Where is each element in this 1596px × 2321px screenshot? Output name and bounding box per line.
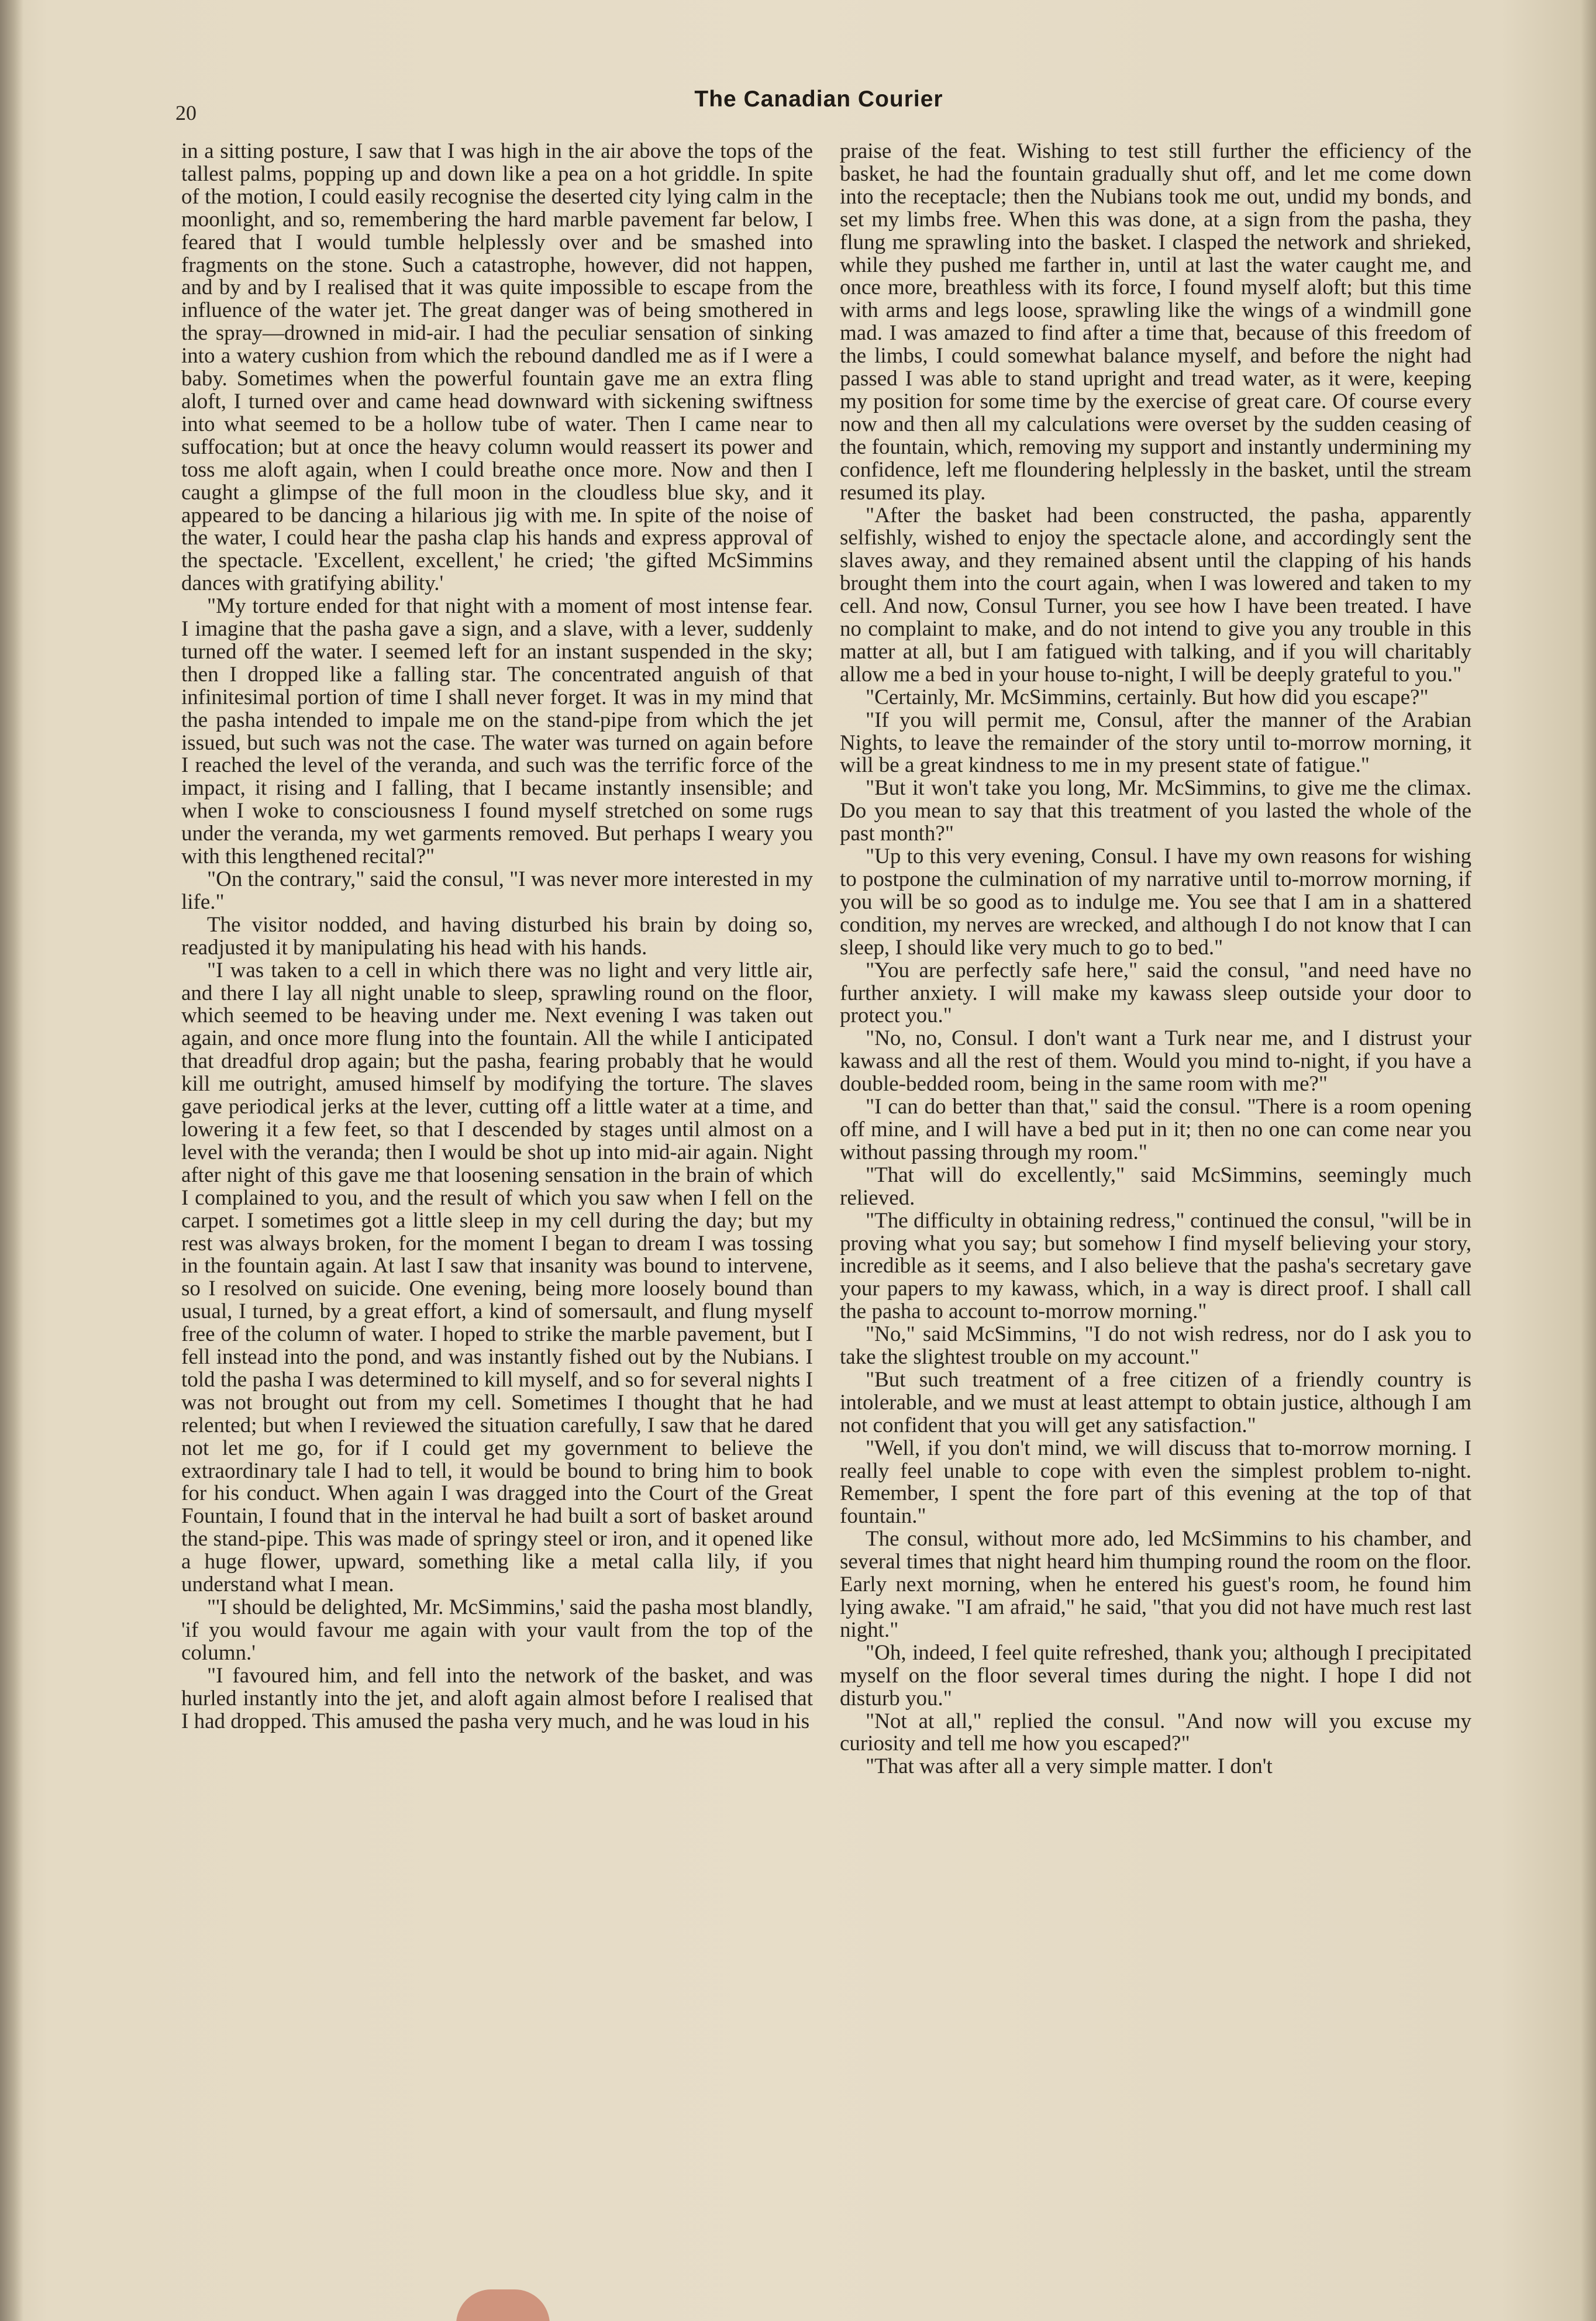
paragraph: The visitor nodded, and having disturbed his brain by doing so, readjusted it by manipulating his head with his hands. bbox=[181, 912, 813, 960]
paragraph: "Oh, indeed, I feel quite refreshed, thank you; although I precipitated myself on the floor several times during the night. I hope I did not disturb you." bbox=[840, 1640, 1471, 1710]
paragraph: "That will do excellently," said McSimmins, seemingly much relieved. bbox=[840, 1163, 1471, 1210]
paragraph: "That was after all a very simple matter. I don't bbox=[866, 1754, 1273, 1779]
paragraph: "My torture ended for that night with a moment of most intense fear. I imagine that the pasha gave a sign, and a slave, with a lever, suddenly turned off the water. I seemed left for an instant suspended in the sky; then I dropped like a falling star. The concentrated anguish of that infinitesimal portion of time I shall never forget. It was in my mind that the pasha intended to impale me on the stand-pipe from which the jet issued, but such was not the case. The water was turned on again before I reached the level of the veranda, and such was the terrific force of the impact, it rising and I falling, that I became instantly insensible; and when I woke to consciousness I found myself stretched on some rugs under the veranda, my wet garments removed. But perhaps I weary you with this lengthened recital?" bbox=[181, 594, 813, 869]
paragraph: praise of the feat. Wishing to test still further the efficiency of the basket, he had the fountain gradually shut off, and let me come down into the receptacle; then the Nubians took me out, undid my bonds, and set my limbs free. When this was done, at a sign from the pasha, they flung me sprawling into the basket. I clasped the network and shrieked, while they pushed me farther in, until at last the water caught me, and once more, breathless with its force, I found myself aloft; but this time with arms and legs loose, sprawling like the wings of a windmill gone mad. I was amazed to find after a time that, because of this freedom of the limbs, I could somewhat balance myself, and before the night had passed I was able to stand upright and tread water, as it were, keeping my position for some time by the exercise of great care. Of course every now and then all my calculations were overset by the sudden ceasing of the fountain, which, removing my support and instantly undermining my confidence, left me floundering helplessly in the basket, until the stream resumed its play. bbox=[840, 140, 1471, 505]
paragraph: "Up to this very evening, Consul. I have my own reasons for wishing to postpone the culmination of my narrative until to-morrow morning, if you will be so good as to indulge me. You see that I am in a shattered condition, my nerves are wrecked, and although I do not know that I can sleep, I should like very much to go to bed." bbox=[840, 844, 1471, 960]
paragraph: "You are perfectly safe here," said the consul, "and need have no further anxiety. I will make my kawass sleep outside your door to protect you." bbox=[840, 958, 1471, 1028]
page-number: 20 bbox=[175, 101, 197, 125]
paragraph: "No," said McSimmins, "I do not wish redress, nor do I ask you to take the slightest trouble on my account." bbox=[840, 1322, 1471, 1370]
paragraph: "After the basket had been constructed, the pasha, apparently selfishly, wished to enjoy the spectacle alone, and accordingly sent the slaves away, and they remained absent until the clapping of his hands brought them into the court again, when I was lowered and taken to my cell. And now, Consul Turner, you see how I have been treated. I have no complaint to make, and do not intend to give you any trouble in this matter at all, but I am fatigued with talking, and if you will charitably allow me a bed in your house to-night, I will be deeply grateful to you." bbox=[840, 503, 1471, 687]
paragraph: "No, no, Consul. I don't want a Turk near me, and I distrust your kawass and all the rest of them. Would you mind to-night, if you have a double-bedded room, being in the same room with me?" bbox=[840, 1026, 1471, 1096]
paragraph: in a sitting posture, I saw that I was high in the air above the tops of the tallest palms, popping up and down like a pea on a hot griddle. In spite of the motion, I could easily recognise the deserted city lying calm in the moonlight, and so, remembering the hard marble pavement far below, I feared that I would tumble helplessly over and be smashed into fragments on the stone. Such a catastrophe, however, did not happen, and by and by I realised that it was quite impossible to escape from the influence of the water jet. The great danger was of being smothered in the spray—drowned in mid-air. I had the peculiar sensation of sinking into a watery cushion from which the rebound dandled me as if I were a baby. Sometimes when the powerful fountain gave me an extra fling aloft, I turned over and came head downward with sickening swiftness into what seemed to be a hollow tube of water. Then I came near to suffocation; but at once the heavy column would reassert its power and toss me aloft again, when I could breathe once more. Now and then I caught a glimpse of the full moon in the cloudless blue sky, and it appeared to be dancing a hilarious jig with me. In spite of the noise of the water, I could hear the pasha clap his hands and express approval of the spectacle. 'Excellent, excellent,' he cried; 'the gifted McSimmins dances with gratifying ability.' bbox=[181, 140, 813, 596]
page-edge-shadow bbox=[1581, 0, 1596, 2321]
paragraph: The consul, without more ado, led McSimmins to his chamber, and several times that night heard him thumping round the room on the floor. Early next morning, when he entered his guest's room, he found him lying awake. "I am afraid," he said, "that you did not have much rest last night." bbox=[840, 1527, 1471, 1642]
paragraph: "On the contrary," said the consul, "I was never more interested in my life." bbox=[181, 867, 813, 914]
publication-title: The Canadian Courier bbox=[694, 87, 943, 112]
paragraph: "Certainly, Mr. McSimmins, certainly. But how did you escape?" bbox=[866, 685, 1429, 709]
paragraph: "If you will permit me, Consul, after the manner of the Arabian Nights, to leave the remainder of the story until to-morrow morning, it will be a great kindness to me in my present state of fatigue." bbox=[840, 708, 1471, 778]
paragraph: "I favoured him, and fell into the network of the basket, and was hurled instantly into the jet, and aloft again almost before I realised that I had dropped. This amused the pasha very much, and he was loud in his bbox=[181, 1663, 813, 1733]
paragraph: "'I should be delighted, Mr. McSimmins,' said the pasha most blandly, 'if you would favour me again with your vault from the top of the column.' bbox=[181, 1595, 813, 1665]
paragraph: "But such treatment of a free citizen of a friendly country is intolerable, and we must at least attempt to obtain justice, although I am not confident that you will get any satisfaction." bbox=[840, 1367, 1471, 1437]
text-column-right bbox=[840, 140, 1471, 2216]
paragraph: "Not at all," replied the consul. "And now will you excuse my curiosity and tell me how you escaped?" bbox=[840, 1709, 1471, 1756]
paragraph: "The difficulty in obtaining redress," continued the consul, "will be in proving what you say; but somehow I find myself believing your story, incredible as it seems, and I also believe that the pasha's secretary gave your papers to my kawass, which, in a way is direct proof. I shall call the pasha to account to-morrow morning." bbox=[840, 1208, 1471, 1324]
text-column-left bbox=[181, 140, 813, 2216]
paragraph: "Well, if you don't mind, we will discuss that to-morrow morning. I really feel unable to cope with even the simplest problem to-night. Remember, I spent the fore part of this evening at the top of that fountain." bbox=[840, 1436, 1471, 1529]
paragraph: "I can do better than that," said the consul. "There is a room opening off mine, and I will have a bed put in it; then no one can come near you without passing through my room." bbox=[840, 1095, 1471, 1164]
page-binding-shadow bbox=[0, 0, 23, 2321]
paragraph: "I was taken to a cell in which there was no light and very little air, and there I lay all night unable to sleep, sprawling round on the floor, which seemed to be heaving under me. Next evening I was taken out again, and once more flung into the fountain. All the while I anticipated that dreadful drop again; but the pasha, fearing probably that he would kill me outright, amused himself by modifying the torture. The slaves gave periodical jerks at the lever, cutting off a little water at a time, and lowering it a few feet, so that I descended by stages until almost on a level with the veranda; then I would be shot up into mid-air again. Night after night of this gave me that loosening sensation in the brain of which I complained to you, and the result of which you saw when I fell on the carpet. I sometimes got a little sleep in my cell during the day; but my rest was always broken, for the moment I began to dream I was tossing in the fountain again. At last I saw that insanity was bound to intervene, so I resolved on suicide. One evening, being more loosely bound than usual, I turned, by a great effort, a kind of somersault, and flung myself free of the column of water. I hoped to strike the marble pavement, but I fell instead into the pond, and was instantly fished out by the Nubians. I told the pasha I was determined to kill myself, and so for several nights I was not brought out from my cell. Sometimes I thought that he had relented; but when I reviewed the situation carefully, I saw that he dared not let me go, for if I could get my government to believe the extraordinary tale I had to tell, it would be bound to bring him to book for his conduct. When again I was dragged into the Court of the Great Fountain, I found that in the interval he had built a sort of basket around the stand-pipe. This was made of springy steel or iron, and it opened like a huge flower, upward, something like a metal calla lily, if you understand what I mean. bbox=[181, 958, 813, 1597]
paragraph: "But it won't take you long, Mr. McSimmins, to give me the climax. Do you mean to say that this treatment of you lasted the whole of the past month?" bbox=[840, 776, 1471, 846]
paper-stain bbox=[456, 2289, 550, 2321]
